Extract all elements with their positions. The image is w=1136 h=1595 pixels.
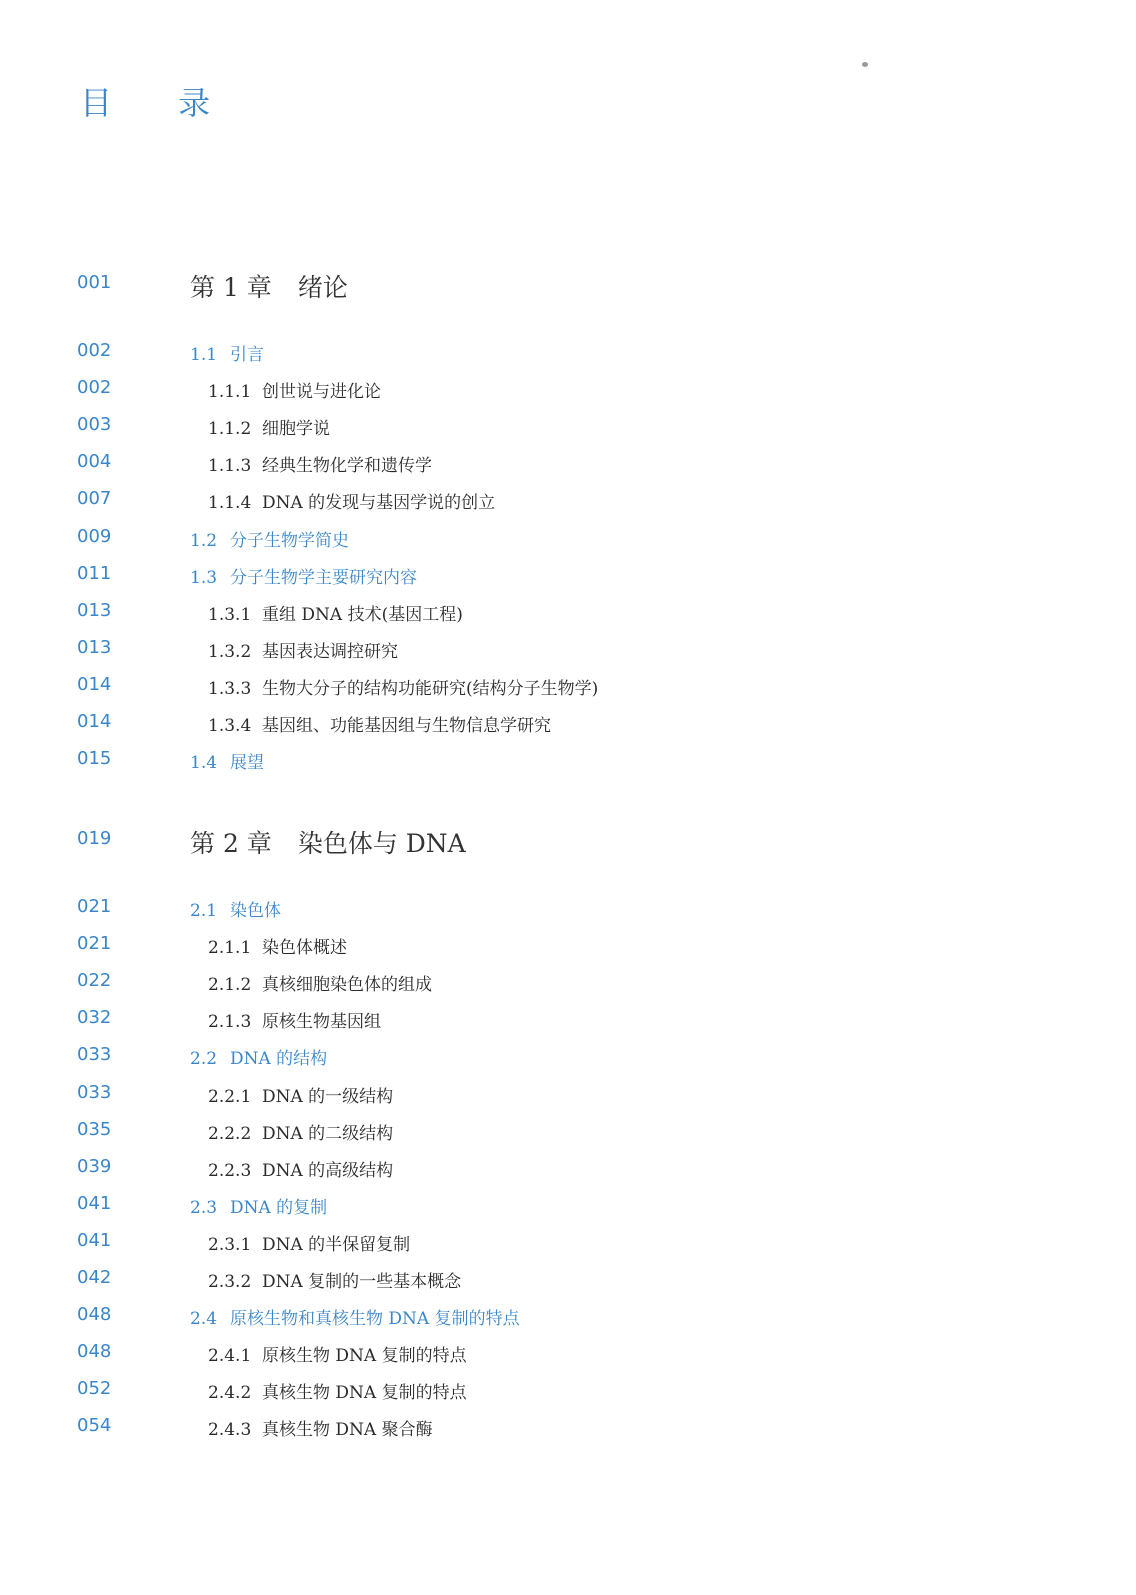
subsection-heading xyxy=(208,970,432,995)
page-number: 007 xyxy=(77,488,112,510)
subsection-number: 2.3.1 xyxy=(208,1234,252,1255)
subsection-title: 基因组、功能基因组与生物信息学研究 xyxy=(262,716,551,736)
page-number: 035 xyxy=(77,1118,112,1140)
subsection-number: 2.4.3 xyxy=(208,1420,252,1441)
subsection-heading xyxy=(208,1415,433,1440)
page-title: 目 录 xyxy=(80,84,239,122)
page-number: 011 xyxy=(77,562,112,584)
subsection-title: DNA 的一级结构 xyxy=(262,1086,394,1107)
chapter-number: 第 2 章 xyxy=(190,829,272,858)
subsection-number: 1.1.1 xyxy=(208,382,252,403)
page-number: 004 xyxy=(77,451,112,473)
subsection-title: 经典生物化学和遗传学 xyxy=(262,456,432,477)
subsection-heading xyxy=(208,1119,393,1144)
section-title: 展望 xyxy=(230,753,264,774)
page-number: 019 xyxy=(77,828,112,849)
section-number: 1.2 xyxy=(190,530,218,551)
chapter-heading xyxy=(190,268,348,304)
section-title: 分子生物学主要研究内容 xyxy=(230,567,417,588)
subsection-heading xyxy=(208,1156,393,1181)
subsection-title: 真核生物 DNA 聚合酶 xyxy=(262,1420,433,1441)
subsection-heading xyxy=(208,451,432,476)
page-number: 013 xyxy=(77,599,112,621)
subsection-heading xyxy=(208,711,551,736)
section-number: 2.1 xyxy=(190,901,218,921)
subsection-title: 原核生物 DNA 复制的特点 xyxy=(262,1346,467,1367)
section-heading xyxy=(190,1193,327,1218)
section-number: 1.1 xyxy=(190,345,218,365)
page-number: 003 xyxy=(77,414,112,436)
subsection-title: 生物大分子的结构功能研究(结构分子生物学) xyxy=(262,678,599,699)
subsection-heading xyxy=(208,1230,410,1255)
subsection-number: 1.3.1 xyxy=(208,604,252,625)
subsection-heading xyxy=(208,674,598,699)
subsection-title: 真核生物 DNA 复制的特点 xyxy=(262,1383,467,1404)
subsection-number: 2.1.1 xyxy=(208,938,252,959)
subsection-heading xyxy=(208,414,330,439)
subsection-number: 1.1.4 xyxy=(208,493,252,514)
page-number: 021 xyxy=(77,896,112,917)
subsection-heading xyxy=(208,1082,393,1107)
subsection-number: 2.1.3 xyxy=(208,1012,252,1033)
subsection-title: DNA 的二级结构 xyxy=(262,1123,394,1144)
subsection-number: 2.3.2 xyxy=(208,1272,252,1292)
subsection-number: 1.1.2 xyxy=(208,419,252,440)
subsection-title: 染色体概述 xyxy=(262,938,347,959)
subsection-number: 2.2.1 xyxy=(208,1086,252,1107)
section-heading xyxy=(190,526,349,551)
subsection-heading xyxy=(208,1378,467,1403)
subsection-title: 基因表达调控研究 xyxy=(262,641,398,662)
chapter-title: 染色体与 DNA xyxy=(297,829,466,858)
page-number: 039 xyxy=(77,1155,112,1177)
section-heading xyxy=(190,1304,520,1329)
page-number: 054 xyxy=(77,1415,112,1437)
page-number: 009 xyxy=(77,525,112,547)
page-number: 014 xyxy=(77,673,112,695)
subsection-heading xyxy=(208,1341,467,1366)
subsection-title: 重组 DNA 技术(基因工程) xyxy=(262,604,463,625)
subsection-number: 1.1.3 xyxy=(208,456,252,477)
subsection-title: DNA 复制的一些基本概念 xyxy=(262,1272,462,1292)
subsection-title: DNA 的半保留复制 xyxy=(262,1234,411,1255)
subsection-title: DNA 的高级结构 xyxy=(262,1160,394,1181)
section-title: DNA 的结构 xyxy=(230,1049,328,1070)
subsection-heading xyxy=(208,377,381,402)
section-title: 分子生物学简史 xyxy=(230,530,349,551)
subsection-number: 2.2.3 xyxy=(208,1160,252,1181)
page-number: 022 xyxy=(77,970,112,992)
subsection-title: 细胞学说 xyxy=(262,419,330,440)
chapter-title: 绪论 xyxy=(297,273,348,302)
page-number: 013 xyxy=(77,636,112,658)
subsection-number: 1.3.4 xyxy=(208,716,252,736)
section-number: 2.4 xyxy=(190,1309,218,1330)
chapter-number: 第 1 章 xyxy=(190,273,272,302)
section-heading xyxy=(190,563,417,588)
subsection-heading xyxy=(208,1007,381,1032)
page-number: 041 xyxy=(77,1229,112,1251)
subsection-number: 2.1.2 xyxy=(208,975,252,996)
section-heading xyxy=(190,896,281,921)
chapter-heading xyxy=(190,824,466,860)
page-number: 052 xyxy=(77,1378,112,1400)
subsection-number: 2.4.2 xyxy=(208,1383,252,1404)
page-number: 033 xyxy=(77,1044,112,1066)
subsection-title: DNA 的发现与基因学说的创立 xyxy=(262,493,496,514)
page-number: 041 xyxy=(77,1192,112,1214)
subsection-heading xyxy=(208,488,495,513)
section-title: 染色体 xyxy=(230,901,281,921)
subsection-heading xyxy=(208,600,463,625)
page-number: 033 xyxy=(77,1081,112,1103)
section-number: 2.2 xyxy=(190,1049,218,1070)
page-number: 001 xyxy=(77,272,112,293)
subsection-heading xyxy=(208,1267,461,1292)
page-number: 014 xyxy=(77,711,112,732)
section-heading xyxy=(190,340,264,365)
subsection-number: 2.2.2 xyxy=(208,1123,252,1144)
page-number: 042 xyxy=(77,1267,112,1288)
section-heading xyxy=(190,748,264,773)
page-number: 032 xyxy=(77,1007,112,1029)
subsection-heading xyxy=(208,637,398,662)
subsection-title: 原核生物基因组 xyxy=(262,1012,381,1033)
section-title: 引言 xyxy=(230,345,264,365)
subsection-title: 真核细胞染色体的组成 xyxy=(262,975,432,996)
subsection-number: 1.3.2 xyxy=(208,641,252,662)
section-title: 原核生物和真核生物 DNA 复制的特点 xyxy=(230,1309,520,1330)
section-heading xyxy=(190,1044,327,1069)
section-number: 1.4 xyxy=(190,753,218,774)
page-number: 015 xyxy=(77,748,112,770)
subsection-number: 2.4.1 xyxy=(208,1346,252,1367)
page-number: 048 xyxy=(77,1341,112,1363)
page-number: 021 xyxy=(77,933,112,955)
subsection-heading xyxy=(208,933,347,958)
section-number: 2.3 xyxy=(190,1197,218,1218)
section-number: 1.3 xyxy=(190,567,218,588)
page-number: 002 xyxy=(77,377,112,399)
subsection-title: 创世说与进化论 xyxy=(262,382,381,403)
page-number: 048 xyxy=(77,1304,112,1326)
page-number: 002 xyxy=(77,340,112,361)
subsection-number: 1.3.3 xyxy=(208,678,252,699)
section-title: DNA 的复制 xyxy=(230,1197,328,1218)
scan-speck xyxy=(862,62,868,67)
